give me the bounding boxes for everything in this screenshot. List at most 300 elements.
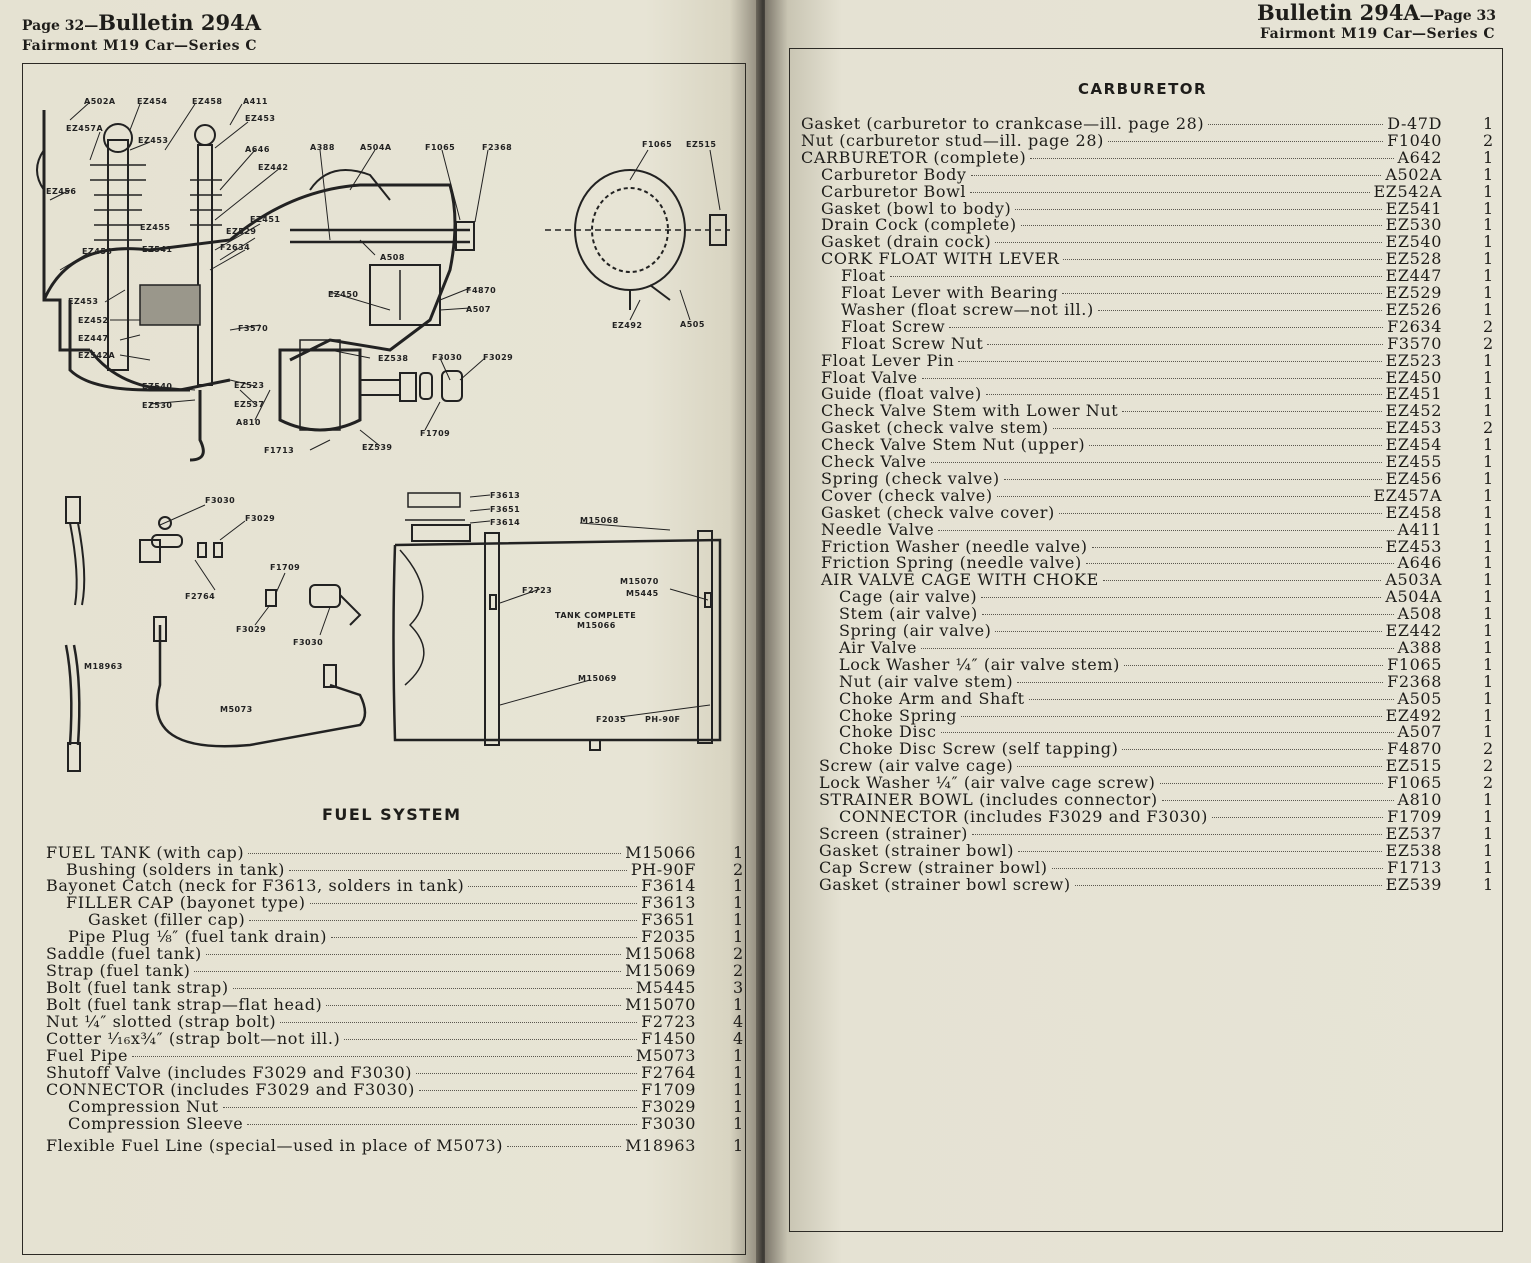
part-number: EZ451 xyxy=(1385,384,1442,404)
svg-text:EZ541: EZ541 xyxy=(142,245,173,254)
part-quantity: 1 xyxy=(1483,215,1494,235)
part-description: Check Valve Stem Nut (upper) xyxy=(821,435,1086,455)
part-number: M5073 xyxy=(635,1046,696,1065)
part-description: Lock Washer ¼″ (air valve cage screw) xyxy=(819,773,1156,793)
parts-row xyxy=(839,655,1442,672)
leader-dots xyxy=(248,853,621,854)
part-description: Carburetor Body xyxy=(821,164,967,184)
part-quantity: 2 xyxy=(1483,333,1494,353)
svg-text:F3614: F3614 xyxy=(490,518,521,527)
part-description: Stem (air valve) xyxy=(839,604,978,624)
part-quantity: 1 xyxy=(1483,249,1494,269)
part-description: Cotter ⅟₁₆x¾″ (strap bolt—not ill.) xyxy=(46,1029,341,1048)
part-quantity: 2 xyxy=(1483,773,1494,793)
part-number: A502A xyxy=(1385,164,1442,184)
part-number: M15069 xyxy=(625,961,696,980)
part-quantity: 2 xyxy=(1483,418,1494,438)
parts-row xyxy=(839,807,1442,824)
part-number: EZ492 xyxy=(1385,705,1442,725)
part-number: EZ529 xyxy=(1385,283,1442,302)
svg-text:A388: A388 xyxy=(310,143,335,152)
part-number: EZ542A xyxy=(1373,181,1442,201)
parts-row xyxy=(839,672,1442,689)
right-page-header xyxy=(1257,0,1496,25)
part-number: EZ538 xyxy=(1385,840,1442,860)
part-quantity: 3 xyxy=(733,978,744,997)
part-number: EZ452 xyxy=(1385,401,1442,421)
part-number: F1065 xyxy=(1387,654,1442,674)
part-quantity: 1 xyxy=(1483,654,1494,674)
svg-text:EZ454: EZ454 xyxy=(137,97,168,106)
part-description: Gasket (filler cap) xyxy=(88,910,246,929)
leader-dots xyxy=(310,903,638,904)
part-quantity: 1 xyxy=(1483,604,1494,624)
svg-text:M5073: M5073 xyxy=(220,705,253,714)
part-number: F1065 xyxy=(1387,773,1442,793)
svg-text:F3030: F3030 xyxy=(293,638,324,647)
part-quantity: 1 xyxy=(1483,570,1494,590)
leader-dots xyxy=(995,631,1381,632)
parts-row xyxy=(821,570,1442,590)
svg-text:F3029: F3029 xyxy=(483,353,514,362)
parts-row xyxy=(821,435,1442,455)
part-quantity: 1 xyxy=(733,876,744,895)
part-number: F2634 xyxy=(1387,316,1442,336)
part-description: Air Valve xyxy=(839,637,918,657)
parts-row xyxy=(839,689,1442,706)
svg-text:EZ530: EZ530 xyxy=(142,401,173,410)
parts-row xyxy=(46,995,696,1012)
parts-row xyxy=(46,944,696,961)
part-description: CONNECTOR (includes F3029 and F3030) xyxy=(46,1080,415,1099)
svg-text:EZ456: EZ456 xyxy=(46,187,77,196)
svg-text:EZ529: EZ529 xyxy=(226,227,257,236)
part-description: Spring (check valve) xyxy=(821,468,1000,488)
parts-row xyxy=(821,249,1442,269)
svg-text:F4870: F4870 xyxy=(466,286,497,295)
svg-text:F2764: F2764 xyxy=(185,592,216,601)
part-quantity: 2 xyxy=(1483,316,1494,336)
part-quantity: 1 xyxy=(1483,198,1494,218)
part-quantity: 1 xyxy=(1483,874,1494,894)
part-quantity: 1 xyxy=(1483,435,1494,455)
leader-dots xyxy=(1124,665,1383,666)
part-number: F1713 xyxy=(1387,857,1442,877)
part-number: EZ541 xyxy=(1385,198,1442,218)
leader-dots xyxy=(922,378,1382,379)
parts-row xyxy=(821,199,1442,216)
leader-dots xyxy=(1089,445,1381,446)
part-number: A503A xyxy=(1385,570,1442,590)
part-number: A646 xyxy=(1397,553,1442,573)
part-description: Choke Disc xyxy=(839,722,937,742)
parts-row xyxy=(821,182,1442,199)
part-quantity: 1 xyxy=(733,910,744,929)
part-description: Cage (air valve) xyxy=(839,587,978,607)
part-description: Flexible Fuel Line (special—used in place of M5073) xyxy=(46,1136,504,1155)
leader-dots xyxy=(1053,428,1382,429)
svg-text:M15066: M15066 xyxy=(577,621,616,630)
part-description: Lock Washer ¼″ (air valve stem) xyxy=(839,654,1120,674)
part-quantity: 1 xyxy=(1483,485,1494,505)
leader-dots xyxy=(1122,749,1383,750)
svg-text:F3613: F3613 xyxy=(490,491,521,500)
parts-row xyxy=(801,114,1442,131)
part-quantity: 1 xyxy=(1483,147,1494,167)
parts-row xyxy=(821,469,1442,486)
part-description: Float Screw xyxy=(841,316,946,336)
parts-row xyxy=(821,486,1442,503)
part-quantity: 1 xyxy=(1483,299,1494,319)
svg-text:EZ442: EZ442 xyxy=(258,163,289,172)
part-number: A810 xyxy=(1397,790,1442,809)
part-number: A505 xyxy=(1397,688,1442,708)
part-quantity: 1 xyxy=(1483,806,1494,826)
svg-text:F3029: F3029 xyxy=(245,514,276,523)
part-number: M18963 xyxy=(625,1136,696,1155)
parts-row xyxy=(88,910,696,927)
svg-text:TANK COMPLETE: TANK COMPLETE xyxy=(555,611,637,620)
svg-text:F3030: F3030 xyxy=(432,353,463,362)
parts-row xyxy=(839,621,1442,638)
parts-row xyxy=(819,875,1442,892)
part-number: PH-90F xyxy=(630,860,696,879)
svg-text:F1065: F1065 xyxy=(642,140,673,149)
part-description: STRAINER BOWL (includes connector) xyxy=(819,790,1158,809)
parts-row xyxy=(819,756,1442,776)
leader-dots xyxy=(1052,868,1384,869)
leader-dots xyxy=(1108,141,1383,142)
parts-row xyxy=(46,1136,696,1153)
part-description: Bolt (fuel tank strap) xyxy=(46,978,229,997)
leader-dots xyxy=(344,1039,637,1040)
part-description: Strap (fuel tank) xyxy=(46,961,191,980)
leader-dots xyxy=(995,242,1381,243)
part-description: Choke Disc Screw (self tapping) xyxy=(839,739,1119,759)
parts-row xyxy=(46,1012,696,1029)
parts-row xyxy=(839,706,1442,723)
part-description: FILLER CAP (bayonet type) xyxy=(66,893,306,912)
parts-row xyxy=(46,1063,696,1080)
part-description: Gasket (strainer bowl screw) xyxy=(819,874,1071,894)
part-quantity: 1 xyxy=(1483,114,1494,133)
parts-row xyxy=(841,317,1442,334)
part-quantity: 1 xyxy=(1483,283,1494,302)
part-number: EZ515 xyxy=(1385,756,1442,776)
svg-text:A646: A646 xyxy=(245,145,270,154)
part-number: F2764 xyxy=(641,1063,696,1082)
part-quantity: 1 xyxy=(733,1136,744,1155)
parts-row xyxy=(46,1029,696,1046)
part-number: A507 xyxy=(1397,722,1442,742)
parts-row xyxy=(821,215,1442,235)
svg-text:M15069: M15069 xyxy=(578,674,617,683)
part-description: CONNECTOR (includes F3029 and F3030) xyxy=(839,806,1208,826)
part-description: Screw (air valve cage) xyxy=(819,756,1014,776)
svg-text:F3570: F3570 xyxy=(238,324,269,333)
part-number: F3030 xyxy=(641,1114,696,1133)
part-number: F1709 xyxy=(641,1080,696,1099)
svg-text:EZ453: EZ453 xyxy=(138,136,169,145)
part-description: Nut ¼″ slotted (strap bolt) xyxy=(46,1012,277,1031)
svg-text:EZ452: EZ452 xyxy=(78,316,109,325)
leader-dots xyxy=(326,1005,621,1006)
part-description: Gasket (drain cock) xyxy=(821,232,992,252)
part-number: EZ457A xyxy=(1373,485,1442,505)
part-description: Pipe Plug ⅛″ (fuel tank drain) xyxy=(68,927,328,946)
leader-dots xyxy=(890,276,1382,277)
page-number-left: Page 32— xyxy=(22,18,99,34)
leader-dots xyxy=(997,496,1370,497)
part-description: Gasket (strainer bowl) xyxy=(819,840,1015,860)
leader-dots xyxy=(981,597,1381,598)
leader-dots xyxy=(958,361,1381,362)
part-number: F1450 xyxy=(641,1029,696,1048)
leader-dots xyxy=(419,1090,637,1091)
part-quantity: 1 xyxy=(733,1114,744,1133)
svg-text:A507: A507 xyxy=(466,305,491,314)
leader-dots xyxy=(921,648,1393,649)
bulletin-subtitle-left: Fairmont M19 Car—Series C xyxy=(22,38,258,54)
left-page-header xyxy=(22,10,261,35)
svg-text:EZ453: EZ453 xyxy=(245,114,276,123)
parts-row xyxy=(841,283,1442,300)
parts-row xyxy=(841,266,1442,286)
svg-text:A504A: A504A xyxy=(360,143,392,152)
part-number: F3651 xyxy=(641,910,696,929)
leader-dots xyxy=(1212,817,1383,818)
part-number: EZ540 xyxy=(1385,232,1442,252)
part-quantity: 1 xyxy=(1483,621,1494,640)
parts-row xyxy=(821,452,1442,469)
leader-dots xyxy=(247,1124,637,1125)
svg-text:F2035: F2035 xyxy=(596,715,627,724)
svg-text:A505: A505 xyxy=(680,320,705,329)
svg-text:F3030: F3030 xyxy=(205,496,236,505)
part-number: F1709 xyxy=(1387,806,1442,826)
parts-row xyxy=(66,893,696,910)
leader-dots xyxy=(1063,259,1381,260)
leader-dots xyxy=(1160,783,1384,784)
part-description: CORK FLOAT WITH LEVER xyxy=(821,249,1060,269)
parts-row xyxy=(46,978,696,995)
part-quantity: 1 xyxy=(1483,401,1494,421)
svg-text:EZ453: EZ453 xyxy=(82,247,113,256)
parts-row xyxy=(68,927,696,944)
svg-text:F1709: F1709 xyxy=(420,429,451,438)
part-number: EZ447 xyxy=(1385,266,1442,286)
svg-text:EZ538: EZ538 xyxy=(378,354,409,363)
leader-dots xyxy=(206,954,621,955)
parts-row xyxy=(46,843,696,860)
svg-text:M15068: M15068 xyxy=(580,516,619,525)
leader-dots xyxy=(1017,682,1383,683)
part-description: Fuel Pipe xyxy=(46,1046,129,1065)
svg-text:A502A: A502A xyxy=(84,97,116,106)
part-description: Bolt (fuel tank strap—flat head) xyxy=(46,995,323,1014)
parts-row xyxy=(841,300,1442,317)
part-description: Saddle (fuel tank) xyxy=(46,944,202,963)
svg-text:M5445: M5445 xyxy=(626,589,659,598)
part-quantity: 1 xyxy=(1483,519,1494,539)
leader-dots xyxy=(1075,885,1382,886)
part-quantity: 2 xyxy=(733,860,744,879)
svg-text:F1709: F1709 xyxy=(270,563,301,572)
svg-text:F2723: F2723 xyxy=(522,586,553,595)
leader-dots xyxy=(986,394,1382,395)
svg-text:EZ542A: EZ542A xyxy=(78,351,116,360)
part-description: Nut (carburetor stud—ill. page 28) xyxy=(801,130,1104,150)
leader-dots xyxy=(1017,766,1381,767)
svg-text:EZ455: EZ455 xyxy=(140,223,171,232)
part-number: EZ450 xyxy=(1385,367,1442,387)
leader-dots xyxy=(941,732,1394,733)
part-quantity: 1 xyxy=(1483,164,1494,184)
part-quantity: 1 xyxy=(733,927,744,946)
part-quantity: 1 xyxy=(1483,790,1494,809)
part-description: Float Valve xyxy=(821,367,918,387)
part-description: Bushing (solders in tank) xyxy=(66,860,285,879)
svg-text:M15070: M15070 xyxy=(620,577,659,586)
part-quantity: 1 xyxy=(1483,587,1494,607)
part-number: EZ455 xyxy=(1385,452,1442,471)
fuel-system-title: FUEL SYSTEM xyxy=(322,805,462,824)
part-number: F3613 xyxy=(641,893,696,912)
svg-text:EZ540: EZ540 xyxy=(142,382,173,391)
part-description: Drain Cock (complete) xyxy=(821,215,1017,235)
part-quantity: 1 xyxy=(733,893,744,912)
part-description: Shutoff Valve (includes F3029 and F3030) xyxy=(46,1063,413,1082)
part-description: Check Valve Stem with Lower Nut xyxy=(821,401,1119,421)
part-quantity: 1 xyxy=(733,1046,744,1065)
carburetor-title: CARBURETOR xyxy=(1078,80,1208,98)
part-quantity: 2 xyxy=(733,961,744,980)
part-quantity: 1 xyxy=(1483,857,1494,877)
leader-dots xyxy=(1162,800,1394,801)
part-number: F3614 xyxy=(641,876,696,895)
part-number: EZ454 xyxy=(1385,435,1442,455)
part-quantity: 1 xyxy=(1483,705,1494,725)
part-quantity: 1 xyxy=(1483,637,1494,657)
leader-dots xyxy=(1098,310,1382,311)
part-number: A411 xyxy=(1397,519,1442,539)
part-number: F2035 xyxy=(641,927,696,946)
part-description: Gasket (check valve cover) xyxy=(821,502,1055,522)
part-quantity: 1 xyxy=(1483,840,1494,860)
part-description: Friction Spring (needle valve) xyxy=(821,553,1082,573)
part-number: M15066 xyxy=(625,843,696,862)
part-description: Cover (check valve) xyxy=(821,485,993,505)
part-number: F2723 xyxy=(641,1012,696,1031)
svg-text:F3651: F3651 xyxy=(490,505,521,514)
left-page xyxy=(0,0,760,1263)
svg-text:EZ453: EZ453 xyxy=(68,297,99,306)
part-description: Friction Washer (needle valve) xyxy=(821,536,1088,556)
svg-text:EZ523: EZ523 xyxy=(234,381,265,390)
part-description: Float Lever Pin xyxy=(821,350,955,370)
part-quantity: 1 xyxy=(1483,232,1494,252)
parts-row xyxy=(821,384,1442,404)
parts-row xyxy=(801,148,1442,165)
svg-text:EZ515: EZ515 xyxy=(686,140,717,149)
part-quantity: 1 xyxy=(1483,181,1494,201)
part-quantity: 1 xyxy=(1483,384,1494,404)
parts-row xyxy=(839,587,1442,607)
part-description: Needle Valve xyxy=(821,519,935,539)
part-description: Screen (strainer) xyxy=(819,823,968,843)
leader-dots xyxy=(931,462,1382,463)
part-number: F4870 xyxy=(1387,739,1442,759)
svg-text:F2368: F2368 xyxy=(482,143,513,152)
fuel-system-diagram xyxy=(30,485,740,775)
part-number: EZ530 xyxy=(1385,215,1442,235)
part-quantity: 1 xyxy=(1483,502,1494,522)
part-description: Gasket (carburetor to crankcase—ill. page 28) xyxy=(801,114,1205,133)
parts-row xyxy=(821,418,1442,438)
parts-row xyxy=(46,1046,696,1063)
part-number: EZ442 xyxy=(1385,621,1442,640)
part-number: F2368 xyxy=(1387,671,1442,691)
part-number: A504A xyxy=(1385,587,1442,607)
part-number: A642 xyxy=(1397,147,1442,167)
parts-row xyxy=(841,334,1442,351)
leader-dots xyxy=(1030,158,1393,159)
part-number: EZ523 xyxy=(1385,350,1442,370)
parts-row xyxy=(839,722,1442,742)
part-description: Cap Screw (strainer bowl) xyxy=(819,857,1048,877)
part-description: Choke Spring xyxy=(839,705,958,725)
part-number: EZ528 xyxy=(1385,249,1442,269)
leader-dots xyxy=(972,834,1382,835)
part-description: Float xyxy=(841,266,886,286)
leader-dots xyxy=(949,327,1383,328)
leader-dots xyxy=(961,716,1382,717)
part-quantity: 1 xyxy=(1483,722,1494,742)
parts-row xyxy=(839,638,1442,655)
leader-dots xyxy=(233,988,632,989)
leader-dots xyxy=(1103,580,1382,581)
leader-dots xyxy=(194,971,621,972)
parts-row xyxy=(819,824,1442,841)
page-number-right: —Page 33 xyxy=(1419,8,1497,24)
bulletin-subtitle-right: Fairmont M19 Car—Series C xyxy=(1260,26,1496,42)
parts-row xyxy=(819,773,1442,793)
svg-text:A411: A411 xyxy=(243,97,268,106)
part-quantity: 1 xyxy=(733,1080,744,1099)
part-description: Float Lever with Bearing xyxy=(841,283,1059,302)
part-number: EZ453 xyxy=(1385,418,1442,438)
leader-dots xyxy=(1208,124,1383,125)
parts-row xyxy=(821,520,1442,537)
part-number: EZ537 xyxy=(1385,823,1442,843)
svg-text:EZ450: EZ450 xyxy=(328,290,359,299)
parts-row xyxy=(819,790,1442,807)
part-quantity: 1 xyxy=(1483,452,1494,471)
leader-dots xyxy=(1059,513,1382,514)
parts-row xyxy=(821,232,1442,252)
leader-dots xyxy=(1086,563,1394,564)
carburetor-cross-section-diagram xyxy=(30,90,740,470)
part-description: Guide (float valve) xyxy=(821,384,982,404)
part-quantity: 2 xyxy=(733,944,744,963)
leader-dots xyxy=(987,344,1383,345)
part-number: EZ526 xyxy=(1385,299,1442,319)
leader-dots xyxy=(971,175,1382,176)
part-quantity: 1 xyxy=(1483,536,1494,556)
svg-text:EZ537: EZ537 xyxy=(234,400,265,409)
svg-text:F2634: F2634 xyxy=(220,243,251,252)
part-quantity: 4 xyxy=(733,1012,744,1031)
